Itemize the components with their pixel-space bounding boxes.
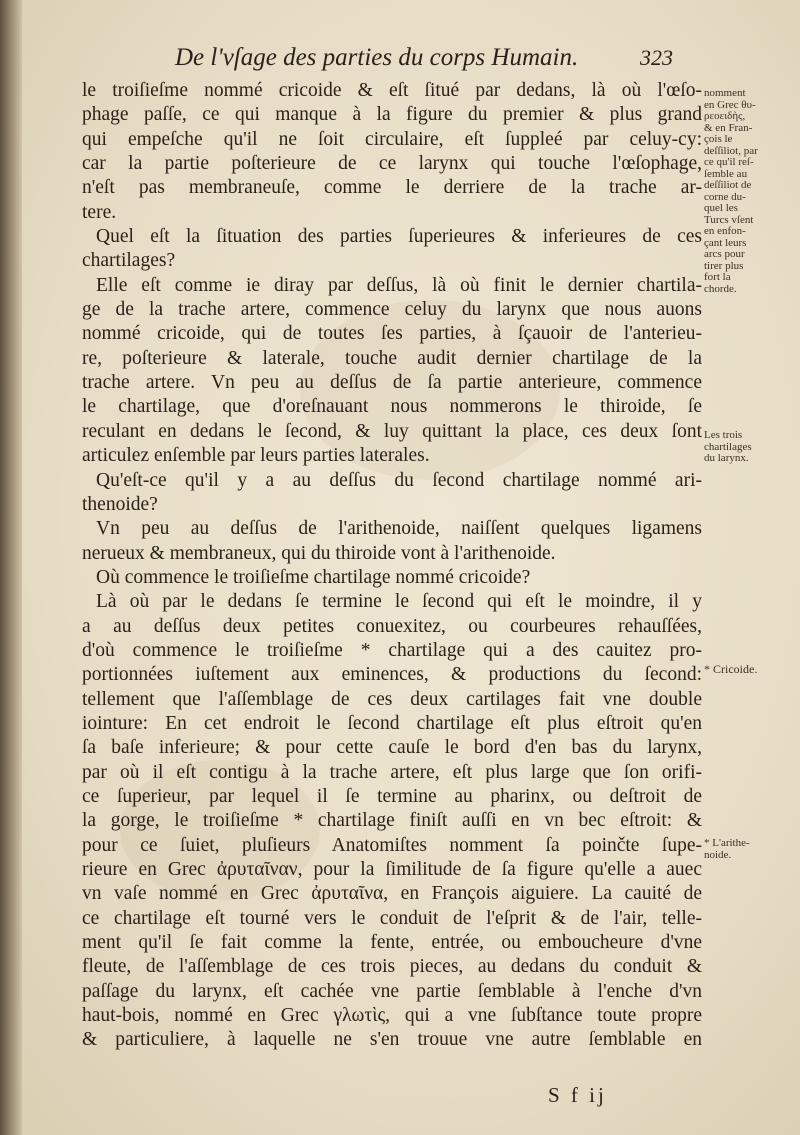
running-header: De l'vſage des parties du corps Humain. — [175, 44, 579, 71]
question-line: Quel eſt la ſituation des parties ſuperieures & inferieures de ces — [96, 226, 702, 248]
text-line: a au deſſus deux petites conuexitez, ou courbeures rehauſſées, — [82, 615, 702, 637]
margin-note-line: tirer plus — [704, 259, 744, 272]
margin-note-line: ce qu'il reſ- — [704, 156, 754, 168]
margin-note-line: chorde. — [704, 282, 737, 295]
margin-note-cricoid — [704, 664, 796, 676]
text-line: nerueux & membraneux, qui du thiroide vont à l'arithenoide. — [82, 542, 556, 564]
text-line: car la partie poſterieure de ce larynx qui touche l'œſophage, — [82, 153, 702, 175]
text-line: ge de la trache artere, commence celuy du larynx que nous auons — [82, 299, 702, 321]
text-line: rieure en Grec ἀρυταῖναν, pour la ſimilitude de ſa figure qu'elle a auec — [82, 859, 702, 880]
text-line: phage paſſe, ce qui manque à la figure du premier & plus grand — [82, 104, 702, 126]
margin-note-line: * L'arithe- — [704, 837, 750, 849]
margin-note-line: & en Fran- — [704, 121, 753, 134]
text-line: trache artere. Vn peu au deſſus de ſa partie anterieure, commence — [82, 372, 702, 394]
text-line: tere. — [82, 201, 117, 223]
text-line: tellement que l'aſſemblage de ces deux cartilages fait vne double — [82, 688, 702, 710]
text-line: nommé cricoide, qui de toutes ſes parties, à ſçauoir de l'anterieu- — [82, 323, 702, 345]
text-line: iointure: En cet endroit le ſecond chartilage eſt plus eſtroit qu'en — [82, 712, 702, 734]
text-line: chartilages? — [82, 250, 176, 272]
text-line: d'où commence le troiſieſme * chartilage qui a des cauitez pro- — [82, 639, 702, 661]
question-line: Qu'eſt-ce qu'il y a au deſſus du ſecond chartilage nommé ari- — [96, 469, 702, 491]
margin-note-three-cartilages — [704, 430, 796, 465]
text-line: qui empeſche qu'il ne ſoit circulaire, eſt ſuppleé par celuy-cy: — [82, 128, 702, 150]
text-line: pour ce ſuiet, pluſieurs Anatomiſtes nomment ſa poinčte ſupe- — [82, 834, 702, 856]
text-line: le chartilage, que d'oreſnauant nous nommerons le thiroide, ſe — [82, 396, 702, 418]
text-line: articulez enſemble par leurs parties laterales. — [82, 445, 430, 467]
margin-note-line: Les trois — [704, 429, 743, 441]
text-line: par où il eſt contigu à la trache artere, eſt plus large que ſon orifi- — [82, 761, 702, 783]
question-line: Où commence le troiſieſme chartilage nommé cricoide? — [96, 566, 531, 588]
margin-note-arytenoid — [704, 838, 796, 861]
margin-note-line: ſemble au — [704, 167, 748, 180]
text-line: haut-bois, nommé en Grec γλωτὶς, qui a vne ſubſtance toute propre — [82, 1005, 702, 1027]
body-text — [82, 79, 702, 1053]
text-line: re, poſterieure & laterale, touche audit dernier chartilage de la — [82, 347, 702, 369]
margin-note-line: nomment — [704, 87, 746, 99]
margin-note-line: corne du- — [704, 190, 746, 203]
margin-note-line: deſſiliot de — [704, 179, 752, 191]
margin-note-line: en Grec θυ- — [704, 98, 756, 111]
text-line: portionnées iuſtement aux eminences, & productions du ſecond: — [82, 664, 702, 686]
margin-note-line: Turcs vſent — [704, 213, 754, 226]
answer-line: Vn peu au deſſus de l'arithenoide, naiſſent quelques ligamens — [96, 518, 702, 540]
margin-note-line: deſſiliot, par — [704, 144, 758, 157]
margin-note-line: noide. — [704, 848, 732, 861]
margin-note-line: * Cricoide. — [704, 662, 758, 676]
text-line: n'eſt pas membraneuſe, comme le derriere de la trache ar- — [82, 177, 702, 199]
page-number: 323 — [640, 45, 673, 70]
margin-note-line: en enfon- — [704, 225, 746, 237]
text-line: ce chartilage eſt tourné vers le conduit de l'eſprit & de l'air, telle- — [82, 907, 702, 929]
margin-note-line: ρεοειδὴς, — [704, 110, 746, 122]
margin-note-line: arcs pour — [704, 248, 745, 260]
answer-line: Là où par le dedans ſe termine le ſecond qui eſt le moindre, il y — [96, 591, 702, 613]
signature-mark: S f ij — [548, 1083, 607, 1107]
margin-note-line: du larynx. — [704, 452, 749, 464]
margin-note-line: chartilages — [704, 440, 752, 453]
text-line: vn vaſe nommé en Grec ἀρυταῖνα, en François aiguiere. La cauité de — [82, 883, 702, 905]
text-line: paſſage du larynx, eſt cachée vne partie ſemblable à l'enche d'vn — [82, 980, 702, 1002]
margin-note-line: quel les — [704, 202, 738, 214]
text-line: ment qu'il ſe fait comme la fente, entrée, ou emboucheure d'vne — [82, 932, 702, 954]
margin-note-thyroid — [704, 88, 796, 295]
margin-note-line: çois le — [704, 133, 733, 145]
margin-note-line: çant leurs — [704, 236, 747, 249]
text-line: reculant en dedans le ſecond, & luy quittant la place, ces deux ſont — [82, 420, 702, 442]
answer-line: Elle eſt comme ie diray par deſſus, là où finit le dernier chartila- — [96, 274, 702, 296]
text-line: la gorge, le troiſieſme * chartilage finiſt auſſi en vn bec eſtroit: & — [82, 810, 702, 832]
text-line: ſa baſe inferieure; & pour cette cauſe le bord d'en bas du larynx, — [82, 737, 702, 759]
margin-note-line: fort la — [704, 271, 731, 283]
binding-gutter — [0, 0, 22, 1135]
text-line: fleute, de l'aſſemblage de ces trois pieces, au dedans du conduit & — [82, 956, 702, 978]
text-line: & particuliere, à laquelle ne s'en trouue vne autre ſemblable en — [82, 1029, 702, 1051]
text-line: thenoide? — [82, 493, 158, 515]
text-line: le troiſieſme nommé cricoide & eſt ſitué par dedans, là où l'œſo- — [82, 80, 702, 101]
text-line: ce ſuperieur, par lequel il ſe termine au pharinx, ou deſtroit de — [82, 785, 702, 807]
